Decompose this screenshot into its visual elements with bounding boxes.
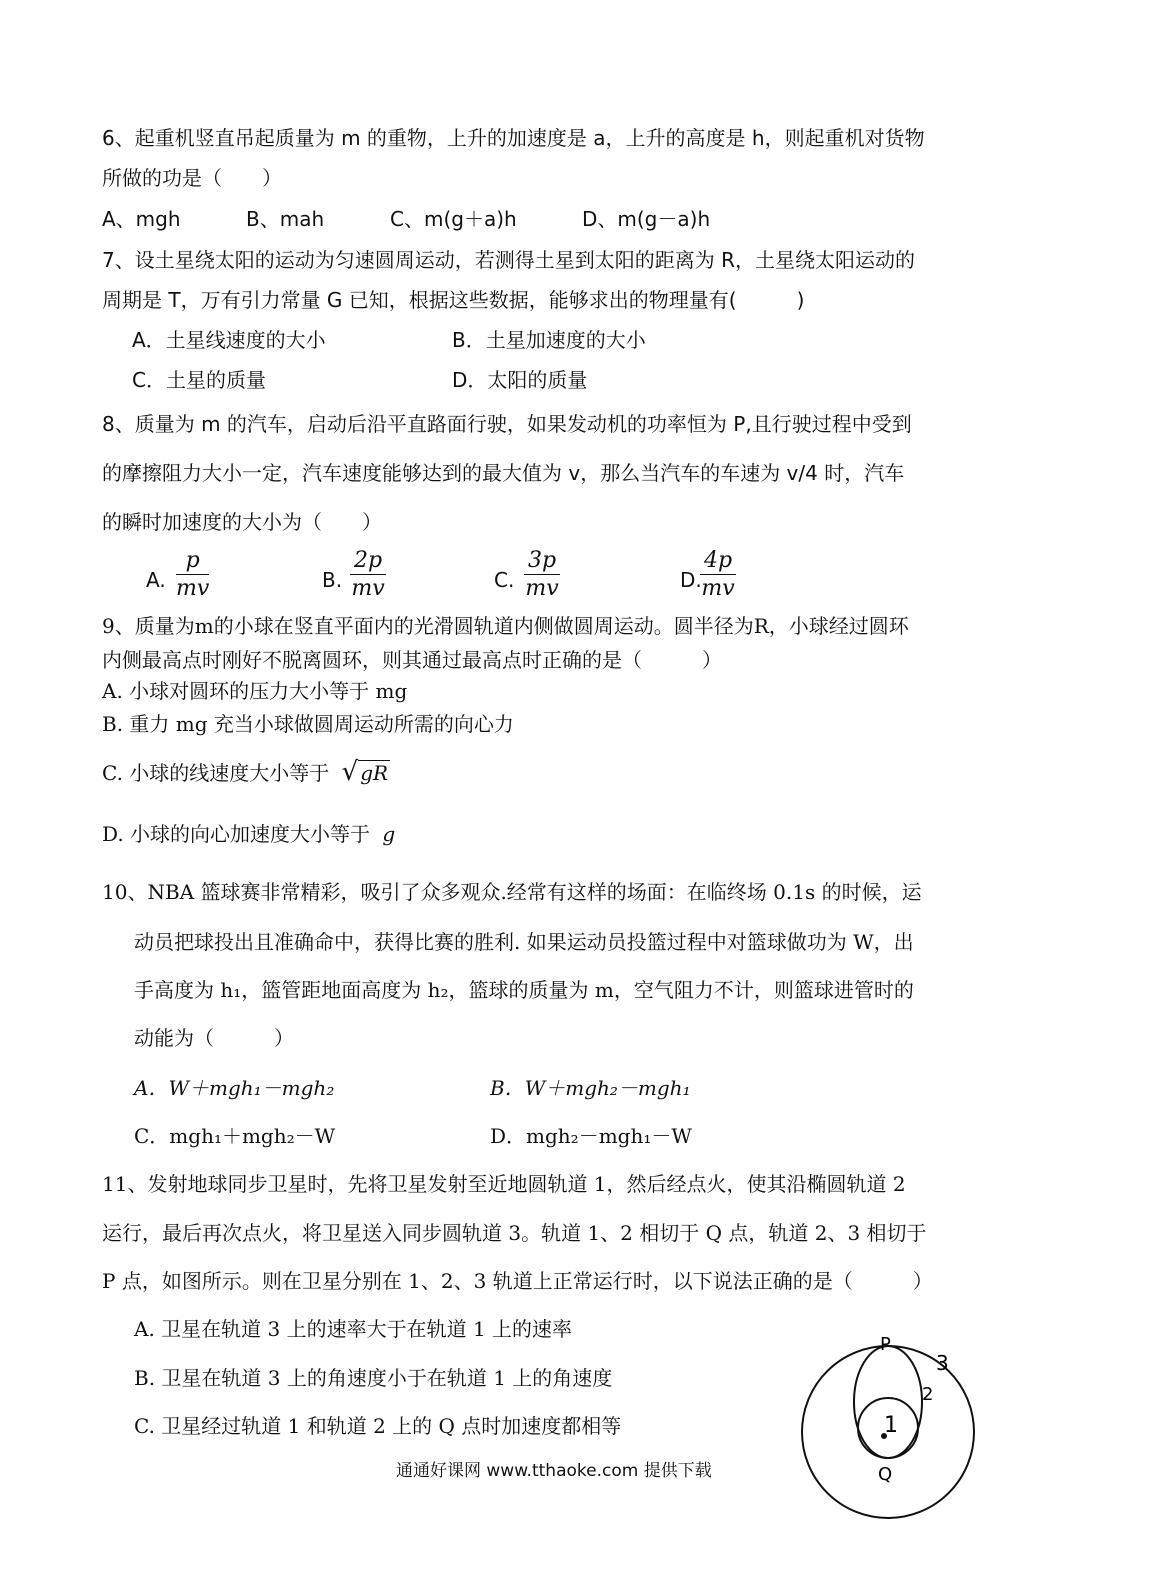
q9-option-c-text: C. 小球的线速度大小等于 [102, 761, 330, 785]
q6-line2: 所做的功是（ ） [102, 166, 282, 190]
q8-option-c-denominator: mv [525, 576, 559, 601]
point-q-label: Q [878, 1464, 893, 1485]
q8-option-b-fraction [350, 548, 386, 603]
q6-option-c: C、m(g＋a)h [390, 207, 517, 231]
q8-line3: 的瞬时加速度的大小为（ ） [102, 510, 382, 534]
q8-option-d-label: D. [680, 568, 702, 592]
q9-option-d-text: D. 小球的向心加速度大小等于 [102, 822, 371, 846]
q9-option-d [102, 820, 395, 848]
q11-option-a: A. 卫星在轨道 3 上的速率大于在轨道 1 上的速率 [134, 1317, 573, 1341]
q8-option-a-label: A. [146, 568, 166, 592]
q10-option-d: D．mgh₂－mgh₁－W [490, 1124, 692, 1148]
q7-option-d: D．太阳的质量 [452, 368, 588, 392]
q10-option-c: C．mgh₁＋mgh₂－W [134, 1124, 336, 1148]
q7-option-c: C．土星的质量 [132, 368, 266, 392]
q7-option-a: A．土星线速度的大小 [132, 328, 326, 352]
q8-option-a-denominator: mv [176, 576, 210, 601]
sqrt-symbol: √ [341, 757, 359, 787]
q8-option-b-label: B. [322, 568, 343, 592]
q11-option-b: B. 卫星在轨道 3 上的角速度小于在轨道 1 上的角速度 [134, 1366, 613, 1390]
orbit-3-label: 3 [936, 1351, 949, 1375]
q8-option-c-label: C. [494, 568, 515, 592]
q6-line1: 6、起重机竖直吊起质量为 m 的重物，上升的加速度是 a，上升的高度是 h，则起重机对货物 [102, 126, 925, 150]
q8-option-c-numerator: 3p [524, 548, 560, 575]
orbit-diagram [800, 1336, 1020, 1566]
q7-option-b: B．土星加速度的大小 [452, 328, 646, 352]
q7-line1: 7、设土星绕太阳的运动为匀速圆周运动，若测得土星到太阳的距离为 R，土星绕太阳运动的 [102, 248, 915, 272]
q9-option-a: A. 小球对圆环的压力大小等于 mg [102, 679, 408, 703]
q9-option-b: B. 重力 mg 充当小球做圆周运动所需的向心力 [102, 712, 514, 736]
q10-line1: 10、NBA 篮球赛非常精彩，吸引了众多观众.经常有这样的场面：在临终场 0.1s 的时候，运 [102, 880, 922, 904]
q9-option-c [102, 758, 390, 787]
q11-line3: P 点，如图所示。则在卫星分别在 1、2、3 轨道上正常运行时，以下说法正确的是（ ） [102, 1269, 933, 1293]
q10-line3: 手高度为 h₁，篮管距地面高度为 h₂，篮球的质量为 m，空气阻力不计，则篮球进管时的 [134, 978, 914, 1002]
q6-option-b: B、mah [246, 207, 325, 231]
orbit-2-label: 2 [922, 1384, 934, 1405]
point-p-label: P [880, 1336, 891, 1355]
q8-line2: 的摩擦阻力大小一定，汽车速度能够达到的最大值为 v，那么当汽车的车速为 v/4 时，汽车 [102, 461, 905, 485]
q6-option-d: D、m(g－a)h [582, 207, 711, 231]
q8-line1: 8、质量为 m 的汽车，启动后沿平直路面行驶，如果发动机的功率恒为 P,且行驶过程中受到 [102, 412, 912, 436]
q8-option-c-fraction [524, 548, 560, 603]
orbit-1-label: 1 [884, 1413, 898, 1438]
q8-option-d-denominator: mv [701, 576, 735, 601]
q8-option-d-numerator: 4p [700, 548, 736, 575]
q11-line2: 运行，最后再次点火，将卫星送入同步圆轨道 3。轨道 1、2 相切于 Q 点，轨道 2、3 相切于 [102, 1221, 927, 1245]
q8-option-d-fraction [700, 548, 736, 603]
q9-line2: 内侧最高点时刚好不脱离圆环，则其通过最高点时正确的是（ ） [102, 648, 722, 672]
q8-option-b-numerator: 2p [350, 548, 386, 575]
q8-option-a-fraction [176, 548, 209, 603]
q10-line2: 动员把球投出且准确命中，获得比赛的胜利. 如果运动员投篮过程中对篮球做功为 W，出 [134, 930, 914, 954]
q10-option-b: B．W＋mgh₂－mgh₁ [490, 1076, 691, 1100]
q9-line1: 9、质量为m的小球在竖直平面内的光滑圆轨道内侧做圆周运动。圆半径为R，小球经过圆环 [102, 614, 909, 638]
q10-option-a: A．W＋mgh₁－mgh₂ [134, 1076, 335, 1100]
q9-option-c-formula: gR [360, 761, 389, 785]
q11-line1: 11、发射地球同步卫星时，先将卫星发射至近地圆轨道 1，然后经点火，使其沿椭圆轨道 2 [102, 1172, 906, 1196]
page-footer: 通通好课网 www.tthaoke.com 提供下载 [396, 1461, 712, 1481]
q9-option-d-formula: g [382, 822, 396, 846]
q7-line2: 周期是 T，万有引力常量 G 已知，根据这些数据，能够求出的物理量有( ) [102, 288, 805, 312]
orbit-2-ellipse [854, 1346, 922, 1458]
q8-option-b-denominator: mv [351, 576, 385, 601]
q10-line4: 动能为（ ） [134, 1026, 294, 1050]
q6-option-a: A、mgh [102, 207, 181, 231]
q11-option-c: C. 卫星经过轨道 1 和轨道 2 上的 Q 点时加速度都相等 [134, 1414, 622, 1438]
q8-option-a-numerator: p [176, 548, 209, 575]
